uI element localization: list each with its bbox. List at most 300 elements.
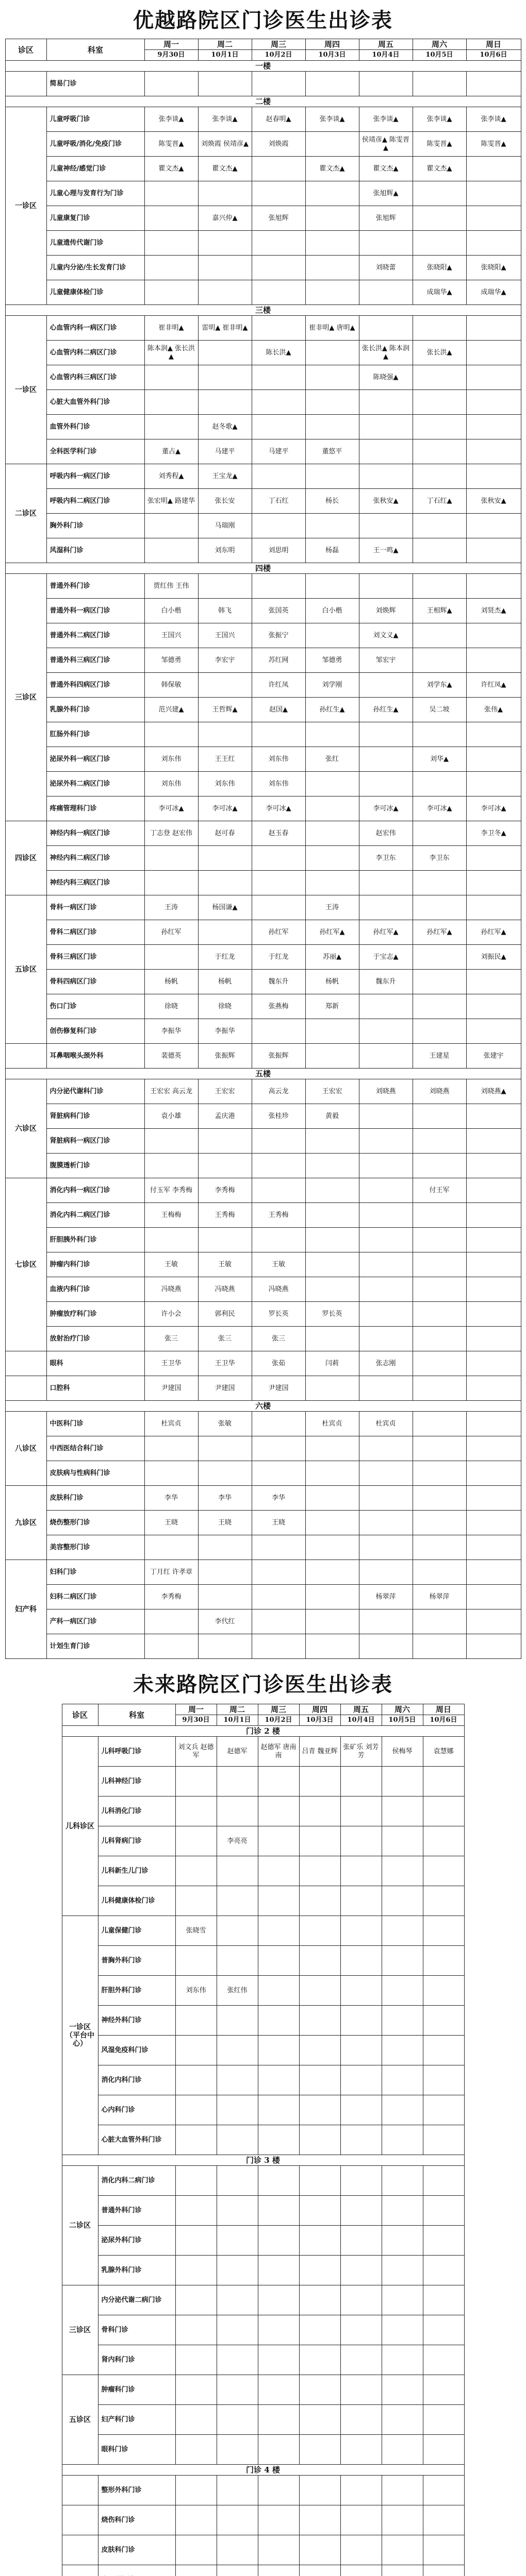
doctor-cell [359,994,413,1019]
doctor-cell [466,1585,521,1609]
doctor-cell: 孙红军▲ [466,920,521,945]
doctor-cell: 张长洪▲ [413,341,466,365]
doctor-cell [299,2006,340,2036]
table-row [5,1535,521,1560]
doctor-cell [305,722,359,747]
doctor-cell: 赵德军 [217,1737,258,1767]
doctor-cell: 袁慧娜 [423,1737,464,1767]
doctor-cell [466,994,521,1019]
doctor-cell: 徐晓 [198,994,252,1019]
doctor-cell: 吕青 魏亚辉 [299,1737,340,1767]
table-row [5,1044,521,1069]
doctor-cell: 白小楷 [305,599,359,623]
doctor-cell [305,1129,359,1154]
doctor-cell [413,623,466,648]
doctor-cell [299,2535,340,2565]
doctor-cell: 李宏宇 [198,648,252,673]
doctor-cell [359,1044,413,1069]
doctor-cell [423,2065,464,2095]
doctor-cell [217,1797,258,1826]
doctor-cell [413,648,466,673]
doctor-cell [340,2535,382,2565]
doctor-cell [413,316,466,341]
doctor-cell [413,1104,466,1129]
dept-name: 中医科门诊 [46,1412,144,1436]
doctor-cell [305,1436,359,1461]
doctor-cell [382,1886,423,1916]
doctor-cell [466,72,521,96]
doctor-cell [217,2375,258,2405]
table-row [5,231,521,256]
dept-name: 儿童康复门诊 [46,206,144,231]
floor-label: 二楼 [5,96,521,107]
doctor-cell: 张敏 [198,1412,252,1436]
dept-name: 儿童健康体检门诊 [46,280,144,305]
table-row [62,1886,464,1916]
dept-name: 神经外科门诊 [98,2006,175,2036]
doctor-cell: 嘉兴仲▲ [198,206,252,231]
dept-name: 普通外科一病区门诊 [46,599,144,623]
doctor-cell [175,1826,217,1856]
doctor-cell [258,2476,299,2505]
doctor-cell: 王哲辉▲ [198,698,252,722]
doctor-cell: 张宏明▲ 路建华 [144,489,198,514]
doctor-cell [299,2095,340,2125]
dept-name: 儿童呼吸门诊 [46,107,144,132]
doctor-cell: 王晓 [144,1511,198,1535]
table-row [5,489,521,514]
doctor-cell: 李华 [198,1486,252,1511]
doctor-cell: 李可冰▲ [413,796,466,821]
doctor-cell [305,1019,359,1044]
doctor-cell [413,1302,466,1327]
table-row [5,1461,521,1486]
doctor-cell [466,722,521,747]
doctor-cell [217,2476,258,2505]
doctor-cell: 王王红 [198,747,252,772]
table-row [62,2345,464,2375]
header-date: 10月6日 [423,1715,464,1726]
header-date: 9月30日 [175,1715,217,1726]
doctor-cell: 郑新 [305,994,359,1019]
table-row [5,1634,521,1659]
doctor-cell [382,2196,423,2226]
table-row [5,1351,521,1376]
doctor-cell [305,574,359,599]
doctor-cell: 张振辉 [252,1044,305,1069]
dept-name: 泌尿外科一病区门诊 [46,747,144,772]
header-day: 周六 [413,39,466,50]
doctor-cell [217,1946,258,1976]
doctor-cell [340,2256,382,2285]
doctor-cell: 邹德勇 [144,648,198,673]
table-row [5,107,521,132]
doctor-cell [252,895,305,920]
dept-name: 创伤修复科门诊 [46,1019,144,1044]
dept-name: 皮肤病与性病科门诊 [46,1461,144,1486]
doctor-cell [175,2315,217,2345]
doctor-cell: 瞿文杰▲ [359,157,413,181]
doctor-cell [299,2196,340,2226]
dept-name: 肾脏病科门诊 [46,1104,144,1129]
doctor-cell [423,1767,464,1797]
doctor-cell: 董占▲ [144,439,198,464]
doctor-cell: 张茹 [252,1351,305,1376]
doctor-cell [423,2125,464,2155]
doctor-cell [413,390,466,415]
table-row [5,316,521,341]
doctor-cell [144,1129,198,1154]
floor-label: 四楼 [5,563,521,574]
doctor-cell [466,1412,521,1436]
doctor-cell [423,2166,464,2196]
doctor-cell [299,1767,340,1797]
doctor-cell [340,2166,382,2196]
zone-label [62,2535,98,2565]
doctor-cell [305,206,359,231]
doctor-cell: 刘思明 [252,538,305,563]
doctor-cell: 张三 [198,1327,252,1351]
doctor-cell [466,970,521,994]
doctor-cell: 王卫华 [198,1351,252,1376]
doctor-cell: 刘晓燕 [413,1079,466,1104]
doctor-cell [305,1154,359,1178]
doctor-cell [466,390,521,415]
doctor-cell: 刘东明 [198,538,252,563]
doctor-cell [413,439,466,464]
doctor-cell [413,206,466,231]
table-row [5,439,521,464]
doctor-cell [359,722,413,747]
header-date: 10月4日 [359,50,413,61]
doctor-cell [413,514,466,538]
doctor-cell [299,2435,340,2465]
doctor-cell: 张红 [305,747,359,772]
doctor-cell: 贾红伟 王伟 [144,574,198,599]
doctor-cell [413,365,466,390]
doctor-cell [359,673,413,698]
dept-name: 儿童神经/感觉门诊 [46,157,144,181]
doctor-cell: 张晓阳▲ [413,256,466,280]
doctor-cell: 丁月红 许孝章 [144,1560,198,1585]
zone-label [5,1351,46,1376]
doctor-cell [198,1129,252,1154]
zone-label: 七诊区 [5,1178,46,1351]
dept-name: 疼痛管理科门诊 [46,796,144,821]
doctor-cell [305,365,359,390]
doctor-cell [382,2095,423,2125]
doctor-cell [359,464,413,489]
doctor-cell: 陈长洪▲ [252,341,305,365]
table-row [5,796,521,821]
dept-name: 消化内科门诊 [98,2065,175,2095]
dept-name: 呼吸内科二病区门诊 [46,489,144,514]
doctor-cell [382,2166,423,2196]
doctor-cell: 刘焕霞 侯靖彦▲ [198,132,252,157]
doctor-cell [359,1376,413,1401]
schedule-table-2 [62,1704,465,2576]
table-row [5,1436,521,1461]
table-row [5,846,521,871]
doctor-cell [217,1916,258,1946]
doctor-cell [217,2256,258,2285]
doctor-cell: 瞿文杰▲ [198,157,252,181]
dept-name: 肾脏病科一病区门诊 [46,1129,144,1154]
zone-label: 八诊区 [5,1412,46,1486]
doctor-cell: 赵国▲ [252,698,305,722]
doctor-cell [466,1178,521,1203]
doctor-cell [175,2226,217,2256]
doctor-cell [382,1976,423,2006]
doctor-cell [359,1203,413,1228]
header-day: 周日 [423,1704,464,1715]
doctor-cell: 于红龙 [198,945,252,970]
doctor-cell [258,2166,299,2196]
doctor-cell [466,1436,521,1461]
dept-name: 儿科健康体检门诊 [98,1886,175,1916]
doctor-cell: 陈本润▲ 张长洪▲ [144,341,198,365]
doctor-cell: 崔非明▲ 唐明▲ [305,316,359,341]
doctor-cell: 邹德勇 [305,648,359,673]
doctor-cell [299,2166,340,2196]
dept-name: 儿童内分泌/生长发育门诊 [46,256,144,280]
doctor-cell [299,1916,340,1946]
doctor-cell [252,415,305,439]
dept-name: 妇产科门诊 [98,2405,175,2435]
doctor-cell [423,2226,464,2256]
doctor-cell [299,1856,340,1886]
header-day: 周一 [144,39,198,50]
dept-name: 肿瘤放疗科门诊 [46,1302,144,1327]
doctor-cell: 于红龙 [252,945,305,970]
doctor-cell [423,2505,464,2535]
doctor-cell [217,1886,258,1916]
doctor-cell [175,2435,217,2465]
doctor-cell [466,871,521,895]
doctor-cell [175,2285,217,2315]
zone-label [62,2476,98,2505]
doctor-cell [258,2535,299,2565]
doctor-cell [466,464,521,489]
doctor-cell [198,231,252,256]
header-day: 周五 [340,1704,382,1715]
doctor-cell [305,464,359,489]
doctor-cell [305,181,359,206]
doctor-cell [299,2405,340,2435]
doctor-cell [466,231,521,256]
doctor-cell [252,846,305,871]
doctor-cell [258,2505,299,2535]
table-row [5,181,521,206]
doctor-cell [217,2125,258,2155]
doctor-cell [252,316,305,341]
doctor-cell [305,846,359,871]
doctor-cell: 冯晓燕 [252,1277,305,1302]
doctor-cell: 张李谈▲ [359,107,413,132]
doctor-cell [359,1486,413,1511]
doctor-cell [305,1228,359,1252]
doctor-cell [340,2315,382,2345]
doctor-cell [423,1856,464,1886]
doctor-cell: 张李谈▲ [198,107,252,132]
doctor-cell [144,1154,198,1178]
header-date: 10月1日 [198,50,252,61]
doctor-cell [359,390,413,415]
doctor-cell [175,2065,217,2095]
doctor-cell [466,181,521,206]
dept-name: 烧伤整形门诊 [46,1511,144,1535]
doctor-cell [299,2065,340,2095]
table-row [5,365,521,390]
doctor-cell [198,1535,252,1560]
doctor-cell: 丁志登 赵宏伟 [144,821,198,846]
doctor-cell [299,2285,340,2315]
doctor-cell [258,2196,299,2226]
doctor-cell [305,514,359,538]
table-row [62,2285,464,2315]
doctor-cell [340,1856,382,1886]
dept-name: 儿童遗传代谢门诊 [46,231,144,256]
doctor-cell [466,1203,521,1228]
doctor-cell [466,1302,521,1327]
doctor-cell [217,2285,258,2315]
doctor-cell [340,2405,382,2435]
doctor-cell [466,365,521,390]
zone-label: 二诊区 [5,464,46,563]
doctor-cell [382,2125,423,2155]
doctor-cell [382,1797,423,1826]
doctor-cell [198,72,252,96]
doctor-cell [252,1634,305,1659]
doctor-cell [423,1946,464,1976]
doctor-cell [175,2535,217,2565]
dept-name: 简易门诊 [46,72,144,96]
doctor-cell [340,2226,382,2256]
doctor-cell [144,365,198,390]
table-row [5,538,521,563]
doctor-cell [305,390,359,415]
doctor-cell [413,1511,466,1535]
doctor-cell: 杨长 [305,489,359,514]
doctor-cell [423,2435,464,2465]
dept-name: 普通外科门诊 [46,574,144,599]
doctor-cell: 陈雯晋▲ [413,132,466,157]
doctor-cell [217,2535,258,2565]
doctor-cell: 张李谈▲ [144,107,198,132]
doctor-cell: 张振宁 [252,623,305,648]
zone-label: 三诊区 [5,574,46,821]
doctor-cell [466,1560,521,1585]
doctor-cell [382,2226,423,2256]
dept-name: 耳鼻咽喉头颈外科 [46,1044,144,1069]
doctor-cell [423,2285,464,2315]
doctor-cell [359,1129,413,1154]
zone-label [5,1044,46,1069]
dept-name: 消化内科一病区门诊 [46,1178,144,1203]
doctor-cell: 杨帆 [144,970,198,994]
doctor-cell [466,316,521,341]
doctor-cell [258,1856,299,1886]
doctor-cell: 范兴建▲ [144,698,198,722]
dept-name: 神经内科三病区门诊 [46,871,144,895]
doctor-cell [340,2006,382,2036]
doctor-cell [413,970,466,994]
floor-row [5,305,521,316]
doctor-cell: 赵德军 唐南南 [258,1737,299,1767]
dept-name: 消化内科二病门诊 [98,2166,175,2196]
doctor-cell [413,538,466,563]
dept-name: 血液内科门诊 [46,1277,144,1302]
table-row [5,747,521,772]
table-row [5,341,521,365]
doctor-cell [175,2405,217,2435]
dept-name: 儿童保健门诊 [98,1916,175,1946]
doctor-cell [423,2375,464,2405]
doctor-cell [198,1154,252,1178]
dept-name: 骨科二病区门诊 [46,920,144,945]
dept-name: 消化内科二病区门诊 [46,1203,144,1228]
doctor-cell: 李可冰▲ [359,796,413,821]
dept-name: 眼科门诊 [98,2435,175,2465]
doctor-cell: 赵春明▲ [252,107,305,132]
dept-name: 心血管内科二病区门诊 [46,341,144,365]
doctor-cell: 魏东升 [252,970,305,994]
doctor-cell: 李可冰▲ [466,796,521,821]
dept-name [98,2565,175,2576]
doctor-cell [382,2476,423,2505]
doctor-cell [252,1461,305,1486]
doctor-cell: 王宏宏 [305,1079,359,1104]
doctor-cell: 刘东伟 [252,747,305,772]
doctor-cell [175,1856,217,1886]
doctor-cell [423,1886,464,1916]
doctor-cell [299,2226,340,2256]
doctor-cell [198,341,252,365]
doctor-cell [423,2405,464,2435]
doctor-cell [413,574,466,599]
table-row [5,132,521,157]
dept-name: 儿科神经门诊 [98,1767,175,1797]
doctor-cell [252,1178,305,1203]
doctor-cell [305,1585,359,1609]
doctor-cell: 张晓阳▲ [466,256,521,280]
doctor-cell [299,2036,340,2065]
doctor-cell: 刘文兵 赵德军 [175,1737,217,1767]
dept-name: 肝胆胰外科门诊 [46,1228,144,1252]
doctor-cell [144,206,198,231]
doctor-cell [423,2006,464,2036]
doctor-cell: 刘振民▲ [466,945,521,970]
doctor-cell: 孙红军 [252,920,305,945]
table-row [62,1976,464,2006]
dept-name: 伤口门诊 [46,994,144,1019]
header-date: 10月4日 [340,1715,382,1726]
doctor-cell: 王建星 [413,1044,466,1069]
doctor-cell [305,341,359,365]
header-day: 周三 [258,1704,299,1715]
doctor-cell [299,2375,340,2405]
dept-name: 儿科呼吸门诊 [98,1737,175,1767]
doctor-cell [258,2256,299,2285]
floor-row [5,61,521,72]
table-row [5,1327,521,1351]
doctor-cell [413,1535,466,1560]
doctor-cell [217,2095,258,2125]
table-row [62,2125,464,2155]
doctor-cell: 侯梅琴 [382,1737,423,1767]
dept-name: 风湿科门诊 [46,538,144,563]
doctor-cell [144,181,198,206]
